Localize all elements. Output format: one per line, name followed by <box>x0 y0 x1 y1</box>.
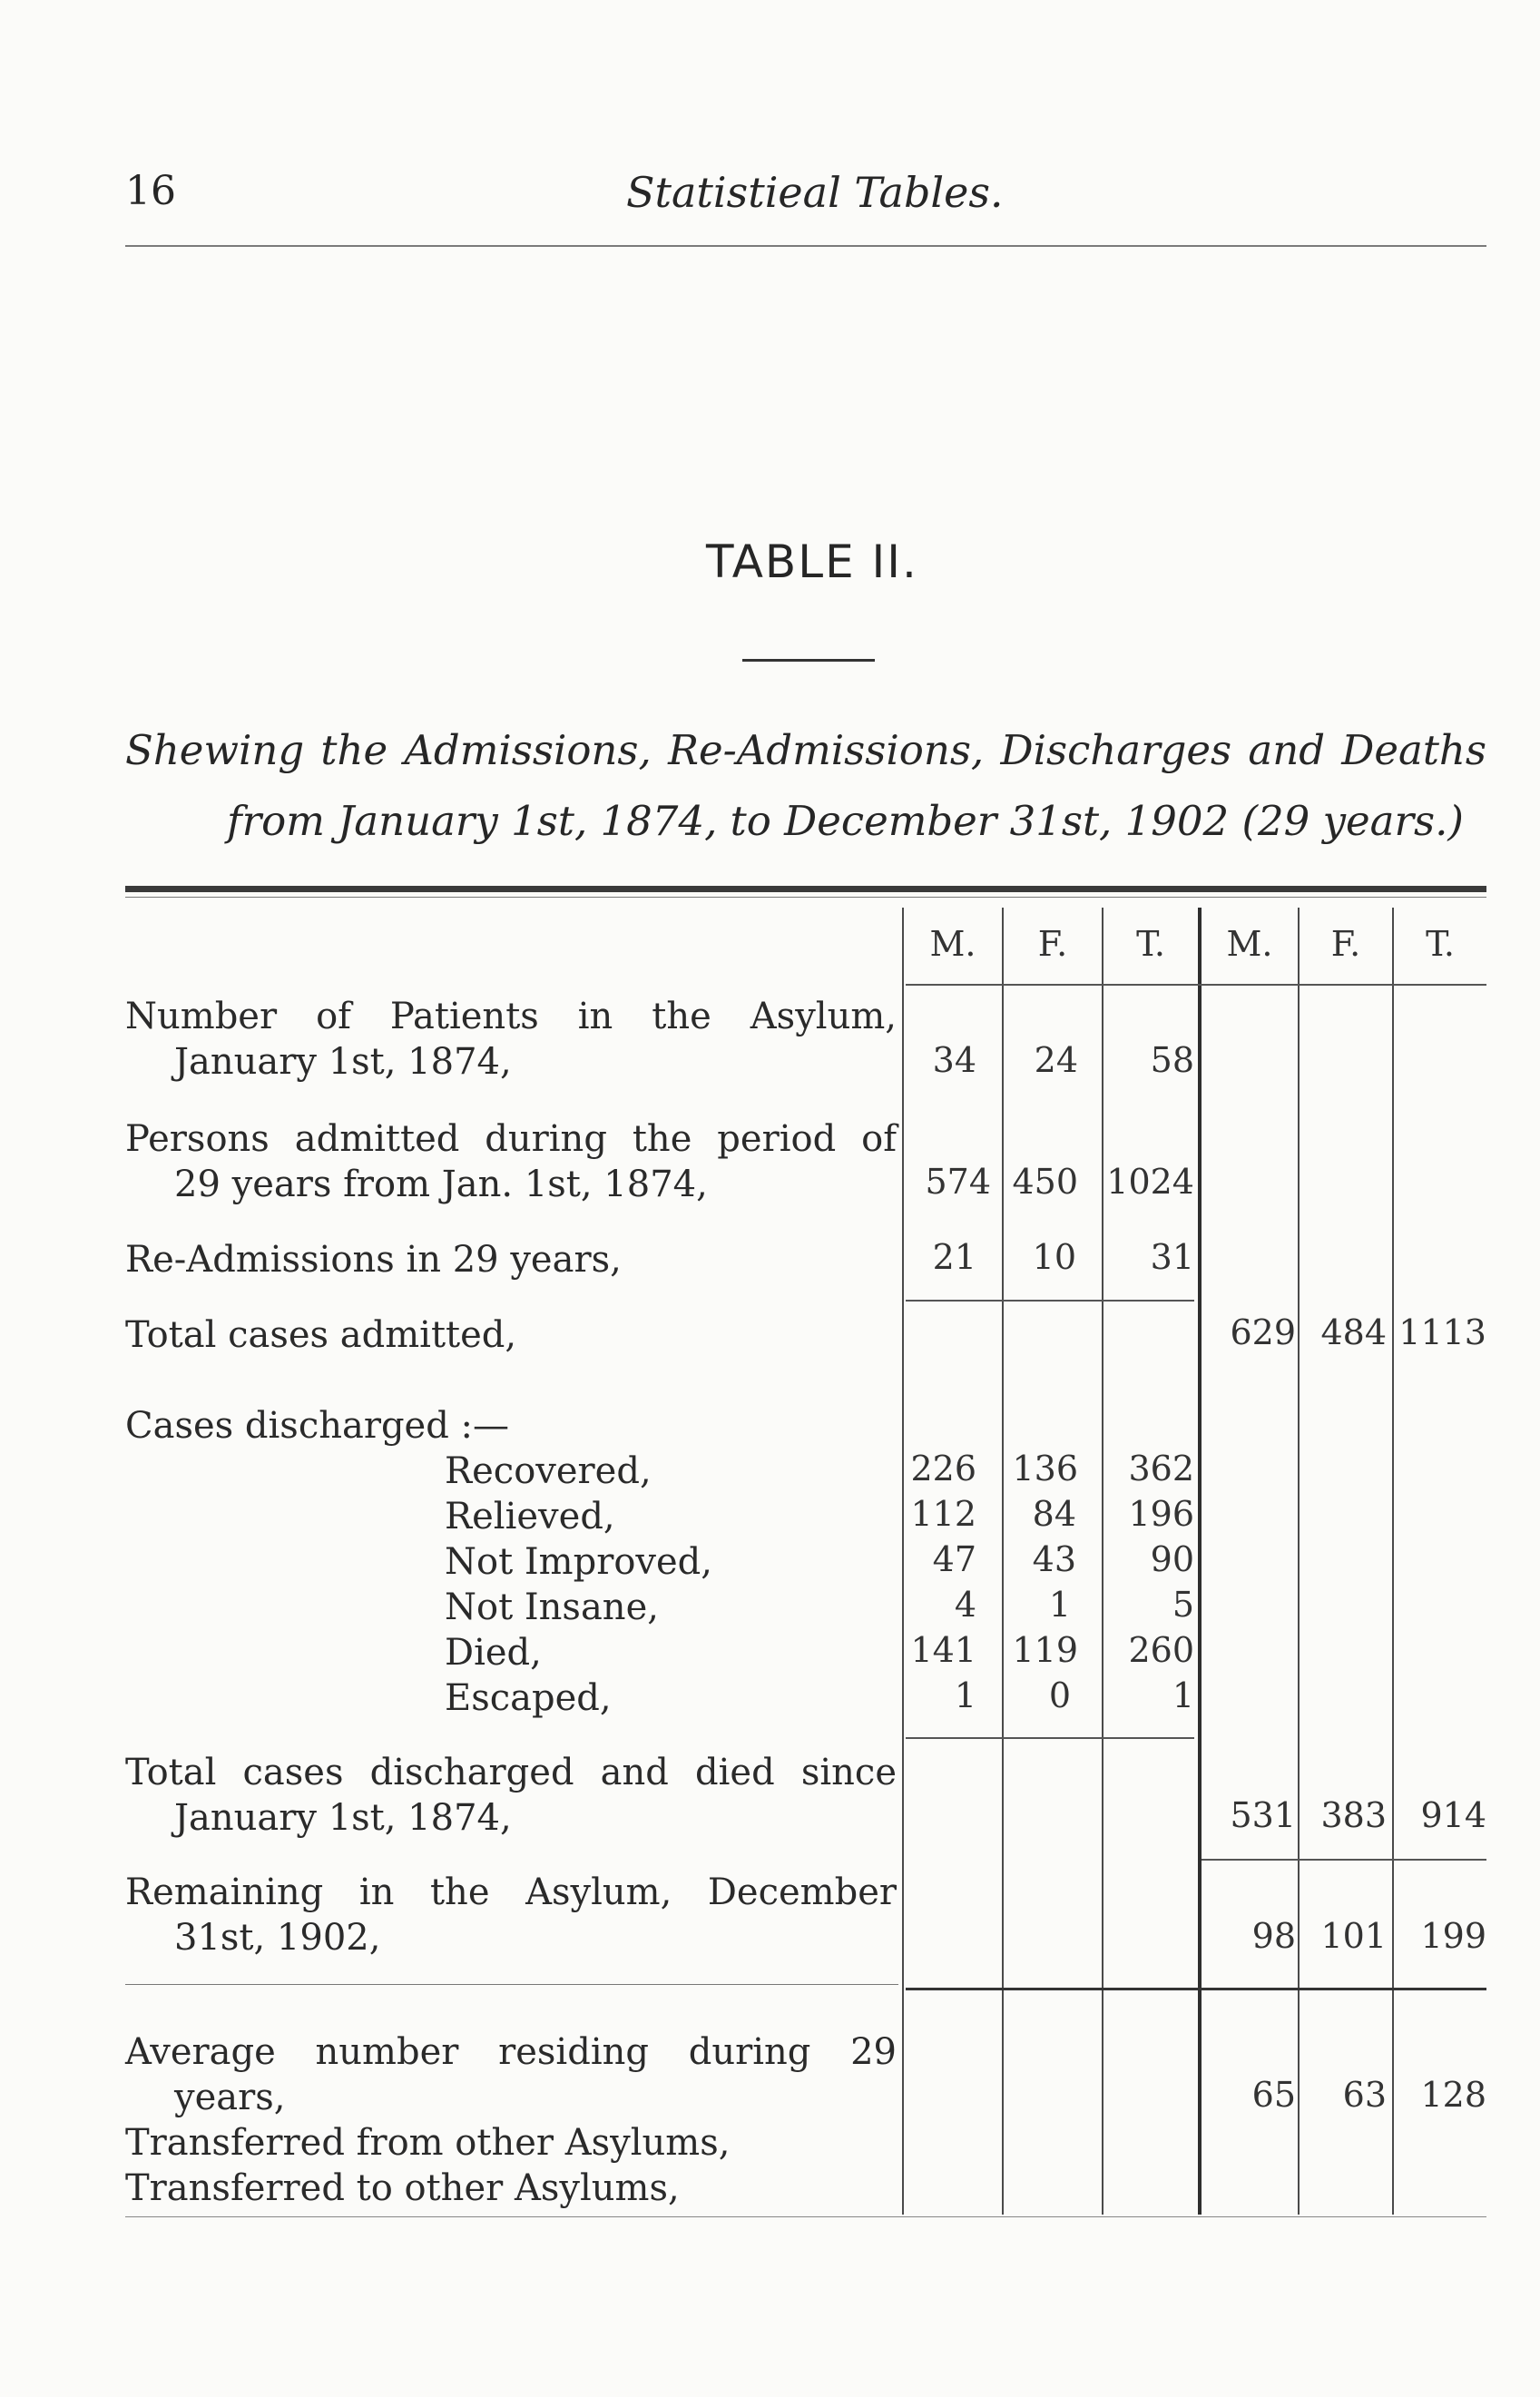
total-discharged-m: 531 <box>1230 1795 1296 1835</box>
header-bottom-rule <box>906 984 1486 986</box>
total-admitted-m: 629 <box>1230 1312 1296 1352</box>
row-label-average: Average number residing during 29 years, Transferred from other Asylums, Transferred to other Asylums, <box>125 2031 897 2209</box>
admitted-f: 450 <box>1012 1162 1078 1202</box>
title-rule <box>742 659 875 662</box>
page-number: 16 <box>125 168 176 214</box>
not-insane-m: 4 <box>954 1585 976 1625</box>
total-discharged-t: 914 <box>1420 1795 1486 1835</box>
total-admitted-f: 484 <box>1320 1312 1387 1352</box>
row-label-transferred-from: Transferred from other Asylums, <box>125 2122 731 2164</box>
not-improved-t: 90 <box>1150 1539 1194 1579</box>
died-t: 260 <box>1128 1630 1194 1670</box>
remaining-t: 199 <box>1420 1916 1486 1956</box>
row-label-admitted: Persons admitted during the period of 29 years from Jan. 1st, 1874, <box>125 1118 897 1205</box>
not-insane-t: 5 <box>1172 1585 1194 1625</box>
remaining-f: 101 <box>1320 1916 1387 1956</box>
row-label-total-admitted: Total cases admitted, <box>125 1314 517 1356</box>
recovered-f: 136 <box>1012 1449 1078 1488</box>
escaped-m: 1 <box>954 1675 976 1715</box>
died-f: 119 <box>1012 1630 1078 1670</box>
readmissions-t: 31 <box>1150 1237 1194 1277</box>
not-improved-f: 43 <box>1032 1539 1076 1579</box>
group-divider <box>1198 908 1202 2215</box>
running-head: Statistieal Tables. <box>626 168 1004 217</box>
patients-m: 34 <box>932 1040 976 1080</box>
subtotal-rule <box>1202 1859 1486 1861</box>
section-rule <box>125 1984 898 1985</box>
relieved-f: 84 <box>1032 1494 1076 1534</box>
recovered-m: 226 <box>910 1449 976 1488</box>
table-caption-line1: Shewing the Admissions, Re-Admissions, Discharges and Deaths <box>125 726 1486 774</box>
table-top-rule <box>125 886 1486 892</box>
row-label-readmissions: Re-Admissions in 29 years, <box>125 1239 622 1281</box>
escaped-t: 1 <box>1172 1675 1194 1715</box>
col-head-m: M. <box>929 924 976 964</box>
col-head-f: F. <box>1037 924 1068 964</box>
row-label-total-discharged: Total cases discharged and died since January 1st, 1874, <box>125 1752 897 1839</box>
remaining-m: 98 <box>1251 1916 1296 1956</box>
table-caption-line2: from January 1st, 1874, to December 31st, 1902 (29 years.) <box>227 797 1464 845</box>
table-bottom-rule <box>125 2216 1486 2217</box>
row-label-patients: Number of Patients in the Asylum, January 1st, 1874, <box>125 996 897 1083</box>
section-rule-cols <box>906 1988 1486 1990</box>
admitted-m: 574 <box>925 1162 991 1202</box>
col-head-m2: M. <box>1226 924 1273 964</box>
not-insane-f: 1 <box>1048 1585 1071 1625</box>
row-label-cases-discharged: Cases discharged :— Recovered, Relieved, Not Improved, Not Insane, Died, Escaped, <box>125 1405 712 1719</box>
patients-f: 24 <box>1034 1040 1078 1080</box>
total-admitted-t: 1113 <box>1398 1312 1486 1352</box>
relieved-t: 196 <box>1128 1494 1194 1534</box>
average-f: 63 <box>1342 2075 1387 2115</box>
died-m: 141 <box>910 1630 976 1670</box>
not-improved-m: 47 <box>932 1539 976 1579</box>
col-head-f2: F. <box>1330 924 1361 964</box>
admitted-t: 1024 <box>1106 1162 1194 1202</box>
col-head-t2: T. <box>1426 924 1455 964</box>
relieved-m: 112 <box>910 1494 976 1534</box>
column-divider <box>1392 908 1394 2215</box>
table-top-rule-thin <box>125 897 1486 898</box>
total-discharged-f: 383 <box>1320 1795 1387 1835</box>
readmissions-f: 10 <box>1032 1237 1076 1277</box>
escaped-f: 0 <box>1048 1675 1071 1715</box>
recovered-t: 362 <box>1128 1449 1194 1488</box>
average-m: 65 <box>1251 2075 1296 2115</box>
header-rule <box>125 245 1486 247</box>
row-label-transferred-to: Transferred to other Asylums, <box>125 2167 680 2209</box>
table-title: TABLE II. <box>706 535 918 588</box>
subtotal-rule <box>906 1300 1194 1302</box>
patients-t: 58 <box>1150 1040 1194 1080</box>
readmissions-m: 21 <box>932 1237 976 1277</box>
column-divider <box>1298 908 1300 2215</box>
row-label-remaining: Remaining in the Asylum, December 31st, 1902, <box>125 1871 897 1959</box>
subtotal-rule <box>906 1737 1194 1739</box>
average-t: 128 <box>1420 2075 1486 2115</box>
col-head-t: T. <box>1136 924 1165 964</box>
